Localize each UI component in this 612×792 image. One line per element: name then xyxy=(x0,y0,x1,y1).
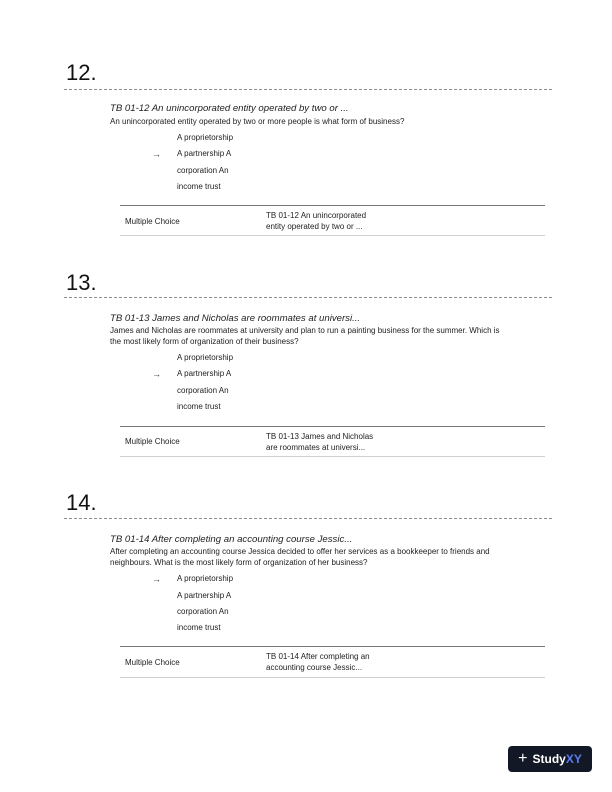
question-reference xyxy=(266,652,370,673)
option-line: A proprietorship xyxy=(177,133,234,142)
correct-answer-arrow-icon: → xyxy=(152,574,161,584)
question-divider xyxy=(64,518,552,519)
correct-answer-arrow-icon: → xyxy=(152,369,161,379)
option-line: A proprietorship xyxy=(177,574,234,583)
studyxy-logo xyxy=(508,746,592,772)
question-number: 12. xyxy=(66,60,97,85)
option-line: income trust xyxy=(177,402,221,411)
question-number: 13. xyxy=(66,270,97,295)
option-line: corporation An xyxy=(177,607,229,616)
option-line: A partnership A xyxy=(177,591,232,600)
question-text xyxy=(110,116,540,127)
reference-line: TB 01-13 James and Nicholas xyxy=(266,432,374,441)
reference-line: accounting course Jessic... xyxy=(266,662,363,672)
info-table-top-border xyxy=(120,426,545,427)
correct-answer-arrow-icon: → xyxy=(152,149,161,159)
question-text-line: After completing an accounting course Jessica decided to offer her services as a bookkeeper to friends and xyxy=(110,547,490,556)
reference-line: are roommates at universi... xyxy=(266,442,366,452)
option-line: income trust xyxy=(177,182,221,191)
info-table-top-border xyxy=(120,646,545,647)
info-table-bottom-border xyxy=(120,456,545,457)
question-text xyxy=(110,546,540,568)
question-text-line: An unincorporated entity operated by two or more people is what form of business? xyxy=(110,117,405,126)
question-title: TB 01-12 An unincorporated entity operated by two or ... xyxy=(110,103,349,114)
question-type: Multiple Choice xyxy=(125,217,180,226)
plus-icon: + xyxy=(518,750,528,767)
reference-line: TB 01-14 After completing an xyxy=(266,652,370,661)
logo-text-main: Study xyxy=(532,752,566,766)
question-reference xyxy=(266,432,373,453)
option-line: corporation An xyxy=(177,386,229,395)
question-title: TB 01-14 After completing an accounting course Jessic... xyxy=(110,534,353,545)
question-type: Multiple Choice xyxy=(125,658,180,667)
option-line: A partnership A xyxy=(177,149,232,158)
question-number: 14. xyxy=(66,490,97,515)
question-text-line: neighbours. What is the most likely form of organization of her business? xyxy=(110,558,368,567)
info-table-bottom-border xyxy=(120,235,545,236)
question-title: TB 01-13 James and Nicholas are roommates at universi... xyxy=(110,313,361,324)
question-text xyxy=(110,325,540,347)
question-text-line: James and Nicholas are roommates at university and plan to run a painting business for the summer. Which is xyxy=(110,326,500,335)
reference-line: entity operated by two or ... xyxy=(266,221,363,231)
question-divider xyxy=(64,89,552,90)
question-divider xyxy=(64,297,552,298)
question-type: Multiple Choice xyxy=(125,437,180,446)
info-table-bottom-border xyxy=(120,677,545,678)
question-reference xyxy=(266,211,366,232)
reference-line: TB 01-12 An unincorporated xyxy=(266,211,367,220)
option-line: A partnership A xyxy=(177,369,232,378)
info-table-top-border xyxy=(120,205,545,206)
logo-text-accent: XY xyxy=(565,752,582,766)
option-line: income trust xyxy=(177,623,221,632)
option-line: corporation An xyxy=(177,166,229,175)
option-line: A proprietorship xyxy=(177,353,234,362)
question-text-line: the most likely form of organization of their business? xyxy=(110,337,299,346)
